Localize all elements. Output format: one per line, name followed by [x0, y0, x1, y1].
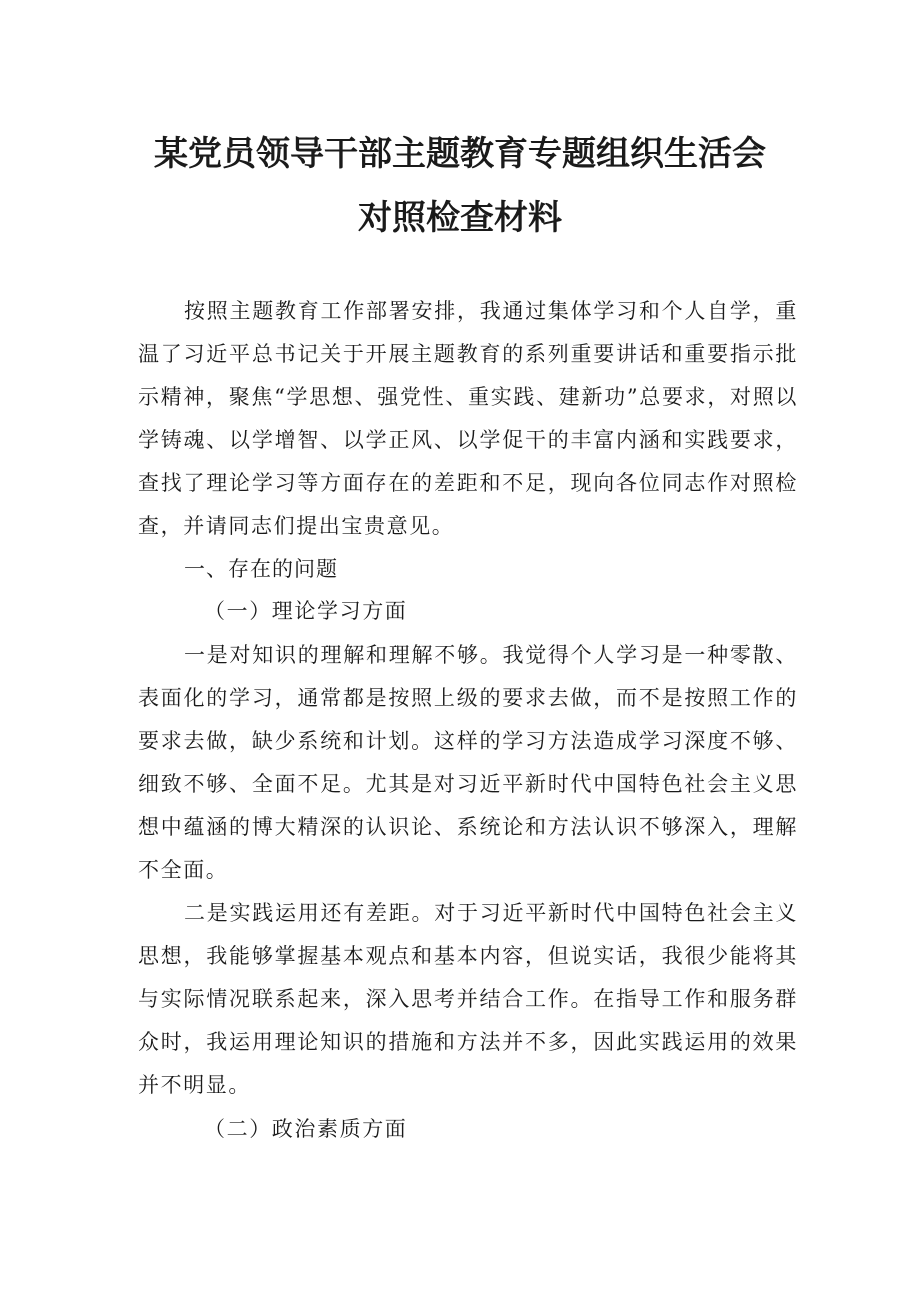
section-heading-problems: 一、存在的问题: [184, 557, 338, 581]
paragraph-practice: 二是实践运用还有差距。对于习近平新时代中国特色社会主义思想，我能够掌握基本观点和基本内容，但说实话，我很少能将其与实际情况联系起来，深入思考并结合工作。在指导工作和服务群众时，我运用理论知识的措施和方法并不多，因此实践运用的效果并不明显。: [138, 901, 798, 1097]
document-title-line-1: 某党员领导干部主题教育专题组织生活会: [154, 134, 766, 174]
intro-paragraph: 按照主题教育工作部署安排，我通过集体学习和个人自学，重温了习近平总书记关于开展主题教育的系列重要讲话和重要指示批示精神，聚焦“学思想、强党性、重实践、建新功”总要求，对照以学铸魂、以学增智、以学正风、以学促干的丰富内涵和实践要求，查找了理论学习等方面存在的差距和不足，现向各位同志作对照检查，并请同志们提出宝贵意见。: [138, 299, 798, 538]
document-title-line-2: 对照检查材料: [358, 198, 562, 238]
paragraph-understanding: 一是对知识的理解和理解不够。我觉得个人学习是一种零散、表面化的学习，通常都是按照上级的要求去做，而不是按照工作的要求去做，缺少系统和计划。这样的学习方法造成学习深度不够、细致不够、全面不足。尤其是对习近平新时代中国特色社会主义思想中蕴涵的博大精深的认识论、系统论和方法认识不够深入，理解不全面。: [138, 643, 798, 882]
subsection-heading-theory-study: （一）理论学习方面: [204, 599, 408, 623]
subsection-heading-political-quality: （二）政治素质方面: [204, 1117, 408, 1141]
